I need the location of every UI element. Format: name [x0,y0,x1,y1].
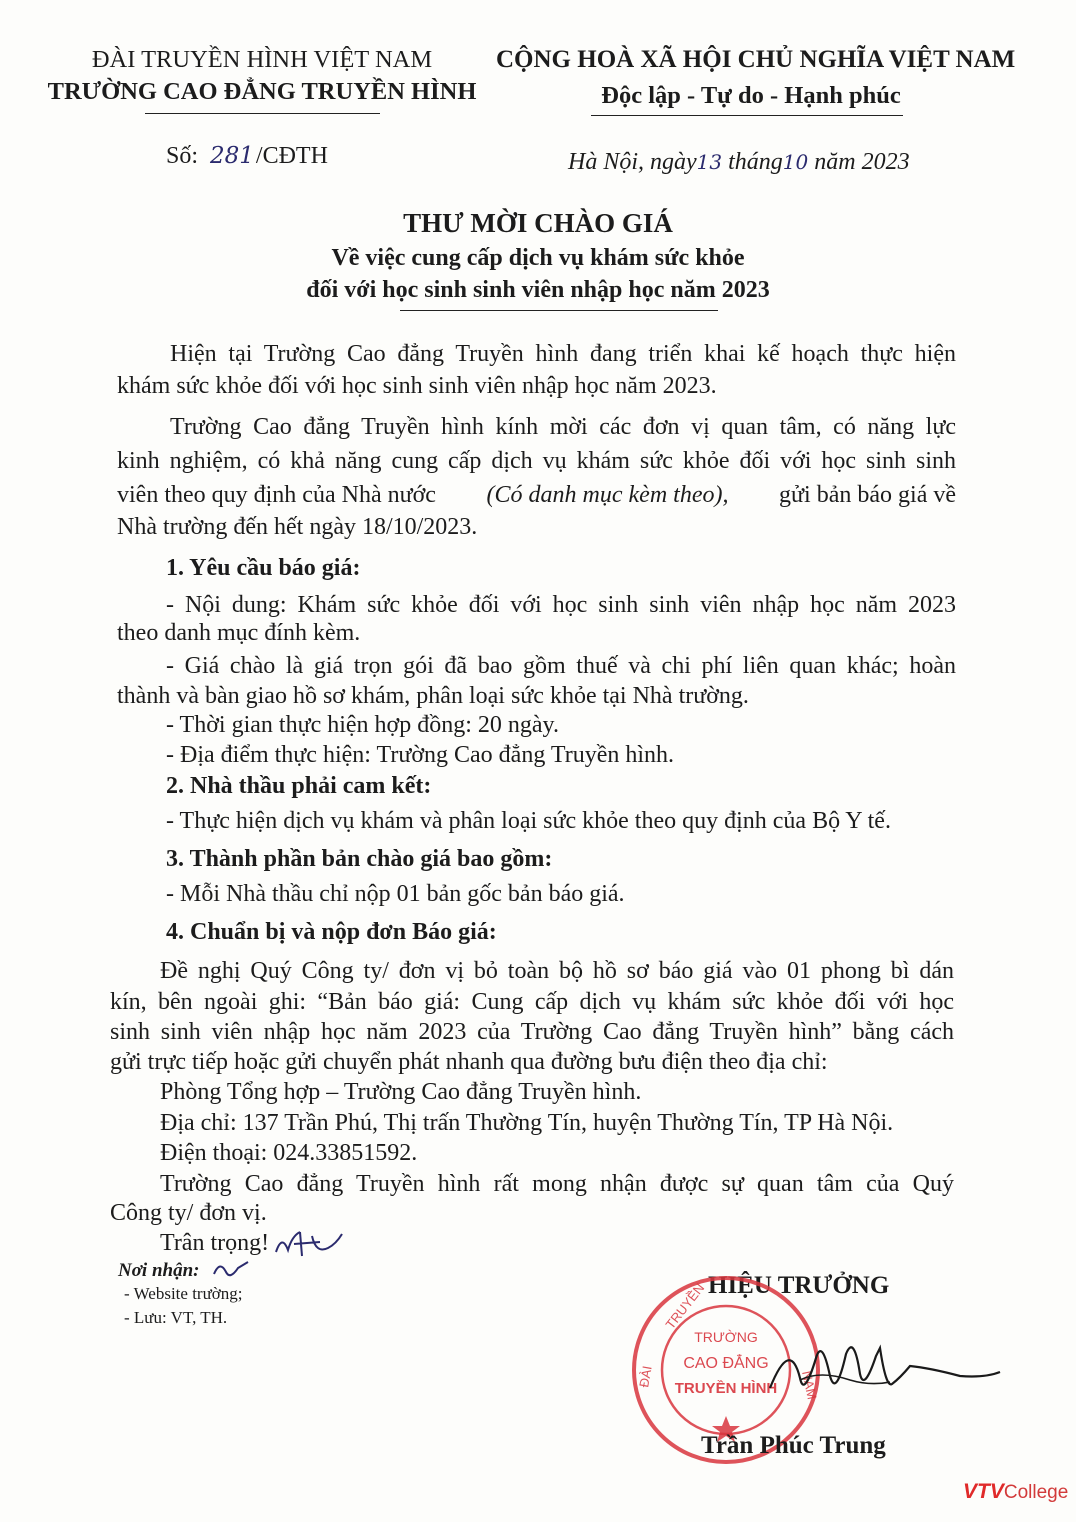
date-day: 13 [696,150,723,174]
section-1-title: 1. Yêu cầu báo giá: [166,555,361,581]
doc-number-suffix: /CĐTH [255,143,328,169]
date-place: Hà Nội, ngày [568,149,697,175]
vtv-college-logo [963,1480,1068,1504]
doc-subtitle-1: Về việc cung cấp dịch vụ khám sức khỏe [331,245,745,271]
school-name: TRƯỜNG CAO ĐẲNG TRUYỀN HÌNH [47,78,477,105]
right-header-underline [591,115,903,116]
section-1-line3: - Giá chào là giá trọn gói đã bao gồm thuế và chi phí liên quan khác; hoàn [166,653,956,679]
section-4-title: 4. Chuẩn bị và nộp đơn Báo giá: [166,919,497,945]
section-2-line1: - Thực hiện dịch vụ khám và phân loại sức khỏe theo quy định của Bộ Y tế. [166,808,891,834]
seal-line-3: TRUYỀN HÌNH [674,1380,778,1397]
recipients-label: Nơi nhận: [118,1260,200,1281]
intro-p2-line3-b: (Có danh mục kèm theo), [486,482,729,508]
initial-mark [272,1226,346,1262]
handwritten-signature [760,1318,1010,1418]
recipient-item-1: - Website trường; [124,1284,243,1303]
seal-top-text: TRUYỀN [662,1280,708,1332]
section-1-line2: theo danh mục đính kèm. [117,620,361,646]
closing-line2: Công ty/ đơn vị. [110,1200,267,1226]
intro-p2-line4: Nhà trường đến hết ngày 18/10/2023. [117,514,478,540]
signer-name: Trần Phúc Trung [701,1432,886,1459]
country-name: CỘNG HOÀ XÃ HỘI CHỦ NGHĨA VIỆT NAM [496,46,1016,73]
section-2-title: 2. Nhà thầu phải cam kết: [166,773,432,799]
section-4-line3: sinh sinh viên nhập học năm 2023 của Trường Cao đẳng Truyền hình” bằng cách [110,1019,954,1045]
date-month: 10 [782,150,809,174]
date-year: năm 2023 [814,149,910,175]
intro-p1-line1: Hiện tại Trường Cao đẳng Truyền hình đang triển khai kế hoạch thực hiện [170,341,956,367]
intro-p2-line3-a: viên theo quy định của Nhà nước [117,482,436,508]
section-3-line1: - Mỗi Nhà thầu chỉ nộp 01 bản gốc bản báo giá. [166,881,625,907]
section-3-title: 3. Thành phần bản chào giá bao gồm: [166,846,553,872]
intro-p2-line3-c: gửi bản báo giá về [779,482,956,508]
section-1-line4: thành và bàn giao hồ sơ khám, phân loại sức khỏe tại Nhà trường. [117,683,749,709]
agency-name: ĐÀI TRUYỀN HÌNH VIỆT NAM [91,46,433,73]
intro-p2-line3 [117,479,956,511]
doc-number-value: 281 [210,143,254,169]
seal-line-2: CAO ĐẲNG [683,1355,769,1372]
recipients-initial-mark [212,1258,252,1282]
doc-subtitle-2: đối với học sinh sinh viên nhập học năm 2023 [306,277,770,303]
intro-p2-line1: Trường Cao đẳng Truyền hình kính mời các đơn vị quan tâm, có năng lực [170,414,956,440]
signer-role: HIỆU TRƯỞNG [708,1272,890,1299]
section-4-line7: Điện thoại: 024.33851592. [160,1140,418,1166]
logo-brand-b: College [1003,1482,1069,1503]
seal-line-1: TRƯỜNG [694,1329,758,1345]
doc-number-prefix: Số: [166,143,199,169]
doc-title: THƯ MỜI CHÀO GIÁ [403,208,673,238]
section-4-line4: gửi trực tiếp hoặc gửi chuyển phát nhanh qua đường bưu điện theo địa chỉ: [110,1049,828,1075]
section-4-line5: Phòng Tổng hợp – Trường Cao đẳng Truyền hình. [160,1079,642,1105]
seal-right-text: NAM [799,1369,820,1401]
title-underline [400,310,718,311]
section-1-line1: - Nội dung: Khám sức khỏe đối với học sinh sinh viên nhập học năm 2023 [166,592,956,618]
section-4-line1: Đề nghị Quý Công ty/ đơn vị bỏ toàn bộ hồ sơ báo giá vào 01 phong bì dán [160,958,954,984]
section-4-line6: Địa chỉ: 137 Trần Phú, Thị trấn Thường Tín, huyện Thường Tín, TP Hà Nội. [160,1110,894,1136]
section-1-line6: - Địa điểm thực hiện: Trường Cao đẳng Truyền hình. [166,742,675,768]
seal-left-text: ĐÀI [636,1364,655,1389]
closing-line1: Trường Cao đẳng Truyền hình rất mong nhận được sự quan tâm của Quý [160,1171,954,1197]
left-header-underline [145,113,380,114]
section-4-line2: kín, bên ngoài ghi: “Bản báo giá: Cung cấp dịch vụ khám sức khỏe đối với học [110,989,954,1015]
logo-brand-a: VTV [963,1480,1004,1503]
date-month-label: tháng [728,149,783,175]
motto: Độc lập - Tự do - Hạnh phúc [601,82,901,109]
section-1-line5: - Thời gian thực hiện hợp đồng: 20 ngày. [166,712,559,738]
regards: Trân trọng! [160,1230,270,1256]
intro-p2-line2: kinh nghiệm, có khả năng cung cấp dịch vụ khám sức khỏe đối với học sinh sinh [117,448,956,474]
doc-number [166,140,328,172]
intro-p1-line2: khám sức khỏe đối với học sinh sinh viên nhập học năm 2023. [117,373,717,399]
recipient-item-2: - Lưu: VT, TH. [124,1308,228,1327]
doc-date [568,146,910,178]
